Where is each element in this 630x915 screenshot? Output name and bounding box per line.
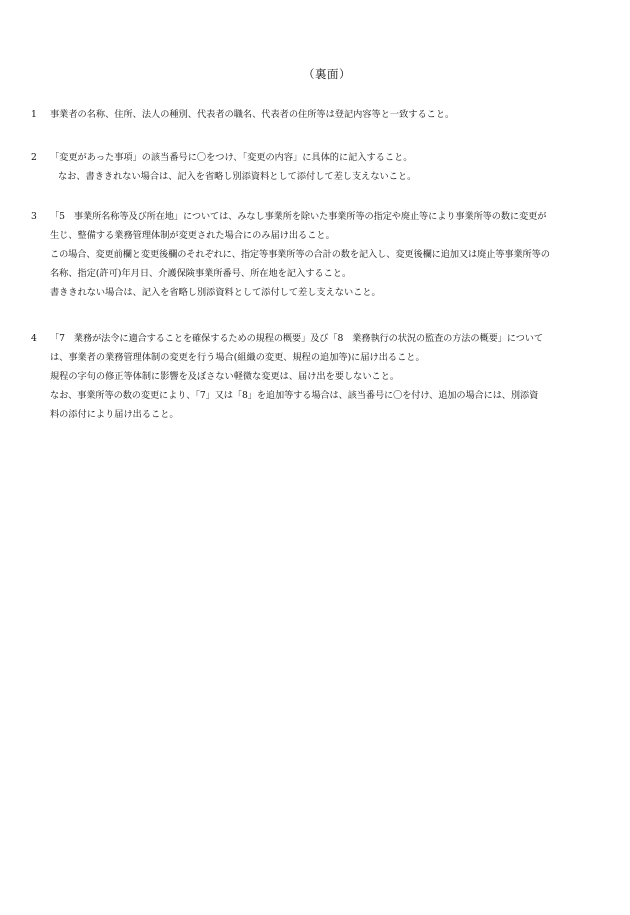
note-line: この場合、変更前欄と変更後欄のそれぞれに、指定等事業所等の合計の数を記入し、変更後欄に追加又は廃止等事業所等の [50, 249, 550, 260]
note-line: 「変更があった事項」の該当番号に〇をつけ、「変更の内容」に具体的に記入すること。 [50, 152, 413, 163]
note-item-1 [31, 105, 606, 124]
note-line: 「5 事業所名称等及び所在地」については、みなし事業所を除いた事業所等の指定や廃止等により事業所等の数に変更が [50, 211, 547, 222]
note-number: 3 [31, 211, 37, 222]
note-number: 1 [31, 109, 37, 120]
note-line: 生じ、整備する業務管理体制が変更された場合にのみ届け出ること。 [50, 230, 335, 241]
note-item-3 [31, 207, 606, 302]
note-line: は、事業者の業務管理体制の変更を行う場合(組織の変更、規程の追加等)に届け出ること。 [50, 352, 425, 363]
note-line: 名称、指定(許可)年月日、介護保険事業所番号、所在地を記入すること。 [50, 268, 352, 279]
note-number: 4 [31, 333, 37, 344]
note-line: なお、書ききれない場合は、記入を省略し別添資料として添付して差し支えないこと。 [58, 171, 417, 182]
page-title: （裏面） [303, 67, 351, 81]
note-number: 2 [31, 152, 37, 163]
note-item-2 [31, 148, 606, 186]
note-line: 「7 業務が法令に適合することを確保するための規程の概要」及び「8 業務執行の状況の監査の方法の概要」について [50, 333, 543, 344]
note-line: 料の添付により届け出ること。 [50, 409, 179, 420]
note-line: 事業者の名称、住所、法人の種別、代表者の職名、代表者の住所等は登記内容等と一致すること。 [50, 109, 455, 120]
note-line: 規程の字句の修正等体制に影響を及ぼさない軽微な変更は、届け出を要しないこと。 [50, 371, 400, 382]
note-item-4 [31, 329, 606, 424]
note-line: 書ききれない場合は、記入を省略し別添資料として添付して差し支えないこと。 [50, 287, 381, 298]
note-line: なお、事業所等の数の変更により、「7」又は「8」を追加等する場合は、該当番号に〇を付け、追加の場合には、別添資 [50, 390, 539, 401]
